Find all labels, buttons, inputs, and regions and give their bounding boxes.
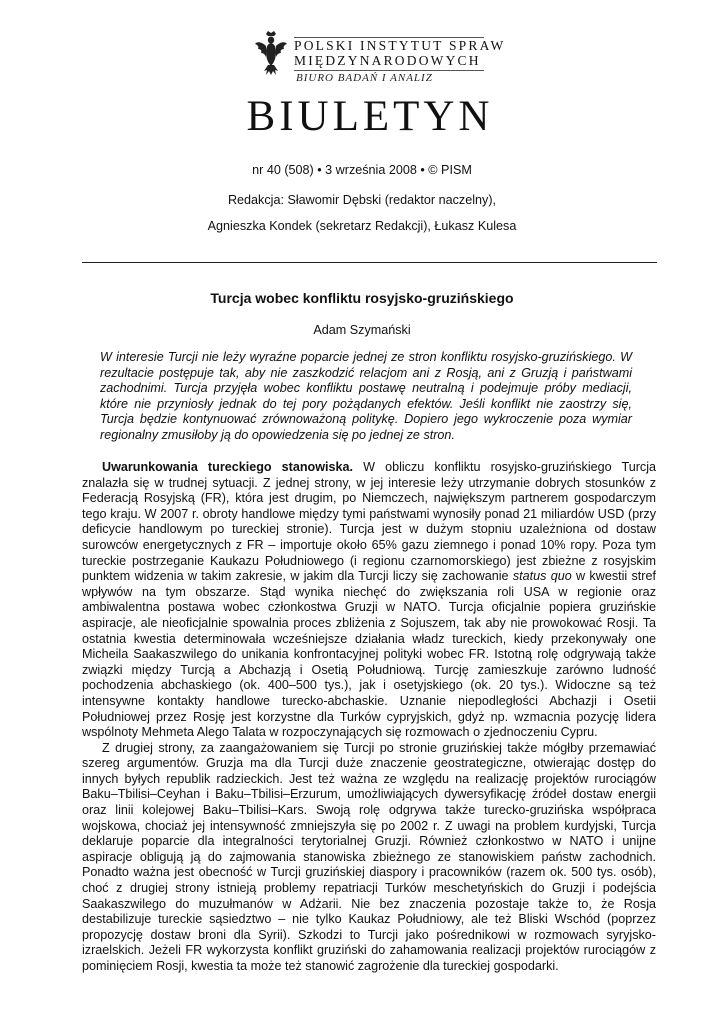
issue-info: nr 40 (508) • 3 września 2008 • © PISM [252,163,472,177]
institute-name-line2: MIĘDZYNARODOWYCH [294,53,481,68]
article-title: Turcja wobec konfliktu rosyjsko-gruzińskiego [210,290,514,306]
institute-name-line1: POLSKI INSTYTUT SPRAW [294,38,506,53]
section-heading: Uwarunkowania tureckiego stanowiska. [102,460,354,474]
paragraph-1 [82,460,656,741]
editors-line-1: Redakcja: Sławomir Dębski (redaktor naczelny), [227,193,497,207]
paragraph-1-text-b: w kwestii stref wpływów na tym obszarze. Stąd wynika niechęć do zwiększania roli USA w regionie oraz ambiwalentna postawa wobec członkostwa Gruzji w NATO. Turcja oficjalnie popiera gruzińskie aspiracje, ale nieoficjalnie spowalnia proces zbliżenia z Sojuszem, tak aby nie prowokować Rosji. Ta ostatnia kwestia determinowała wcześniejsze działania władz tureckich, kiedy przekonywały one Micheila Saakaszwilego do unikania konfrontacyjnej polityki wobec FR. Istotną rolę odgrywają także związki między Turcją a Abchazją i Osetią Południową. Turcję zamieszkuje zarówno ludność pochodzenia abchaskiego (ok. 400–500 tys.), jak i osetyjskiego (ok. 20 tys.). Widoczne są też intensywne kontakty handlowe turecko-abchaskie. Uznanie niepodległości Abchazji i Osetii Południowej przez Rosję jest korzystne dla Turków cypryjskich, gdyż np. wzmacnia pozycję lidera wspólnoty Mehmeta Alego Talata w rozpoczynających się rozmowach o zjednoczeniu Cypru. [82,569,656,740]
article-body [82,460,656,975]
paragraph-1-text-a: W obliczu konfliktu rosyjsko-gruzińskiego Turcja znalazła się w trudnej sytuacji. Z jednej strony, w jej interesie leży utrzymanie dobrych stosunków z Federacją Rosyjską (FR), która jest drugim, po Niemczech, największym partnerem gospodarczym tego kraju. W 2007 r. obroty handlowe między tymi państwami wynosiły ponad 21 miliardów USD (przy deficycie handlowym po tureckiej stronie). Turcja jest w dużym stopniu uzależniona od dostaw surowców energetycznych z FR – importuje około 65% gazu ziemnego i ponad 10% ropy. Poza tym tureckie postrzeganie Kaukazu Południowego (i regionu czarnomorskiego) jest zbieżne z rosyjskim punktem widzenia w takim zakresie, w jakim dla Turcji liczy się zachowanie [82,460,657,584]
abstract-text: W interesie Turcji nie leży wyraźne poparcie jednej ze stron konfliktu rosyjsko-gruzińskiego. W rezultacie postępuje tak, aby nie zaszkodzić relacjom ani z Rosją, ani z Gruzją i państwami zachodnimi. Turcja przyjęła wobec konfliktu postawę neutralną i podejmuje próby mediacji, które nie przyniosły jednak do tej pory pożądanych efektów. Jeśli konflikt nie zaostrzy się, Turcja będzie kontynuować zrównoważoną politykę. Dopiero jego wykroczenie poza wymiar regionalny zmusiłoby ją do opowiedzenia się po jednej ze stron. [100,350,632,442]
editors-line-2: Agnieszka Kondek (sekretarz Redakcji), Łukasz Kulesa [207,219,517,233]
article-abstract [100,350,632,444]
masthead-bottom-rule [294,70,484,71]
eagle-emblem-icon [254,30,288,78]
paragraph-2: Z drugiej strony, za zaangażowaniem się Turcji po stronie gruzińskiej także mógłby przemawiać szereg argumentów. Gruzja ma dla Turcji duże znaczenie geostrategiczne, otwierając dostęp do innych byłych republik radzieckich. Jest też ważna ze względu na realizację projektów rurociągów Baku–Tbilisi–Ceyhan i Baku–Tbilisi–Erzurum, umożliwiających dywersyfikację źródeł dostaw energii oraz linii kolejowej Baku–Tbilisi–Kars. Swoją rolę odgrywa także turecko-gruzińska współpraca wojskowa, chociaż jej intensywność zmniejszyła się po 2002 r. Z uwagi na problem kurdyjski, Turcja deklaruje poparcie dla integralności terytorialnej Gruzji. Również członkostwo w NATO i unijne aspiracje obligują ją do zajmowania stanowiska zbieżnego ze stanowiskiem państw zachodnich. Ponadto ważna jest obecność w Turcji gruzińskiej diaspory i pracowników (razem ok. 500 tys. osób), choć z drugiej strony istnieją problemy repatriacji Turków meschetyńskich do Gruzji i podejścia Saakaszwilego do muzułmanów w Adżarii. Nie bez znaczenia pozostaje także to, że Rosja destabilizuje tureckie sąsiedztwo – nie tylko Kaukaz Południowy, ale też Bliski Wschód (poprzez propozycję dostaw broni dla Syrii). Szkodzi to Turcji jako pośrednikowi w rozmowach syryjsko-izraelskich. Jeżeli FR wykorzysta konflikt gruziński do zahamowania realizacji projektów rurociągów z pominięciem Rosji, kwestia ta może też stanowić zagrożenie dla tureckiej gospodarki. [82,740,656,973]
publication-title: BIULETYN [246,93,494,140]
paragraph-1-italic: status quo [512,569,572,584]
header-divider [82,262,657,263]
bureau-name: BIURO BADAŃ I ANALIZ [296,72,433,84]
article-author: Adam Szymański [313,323,411,337]
